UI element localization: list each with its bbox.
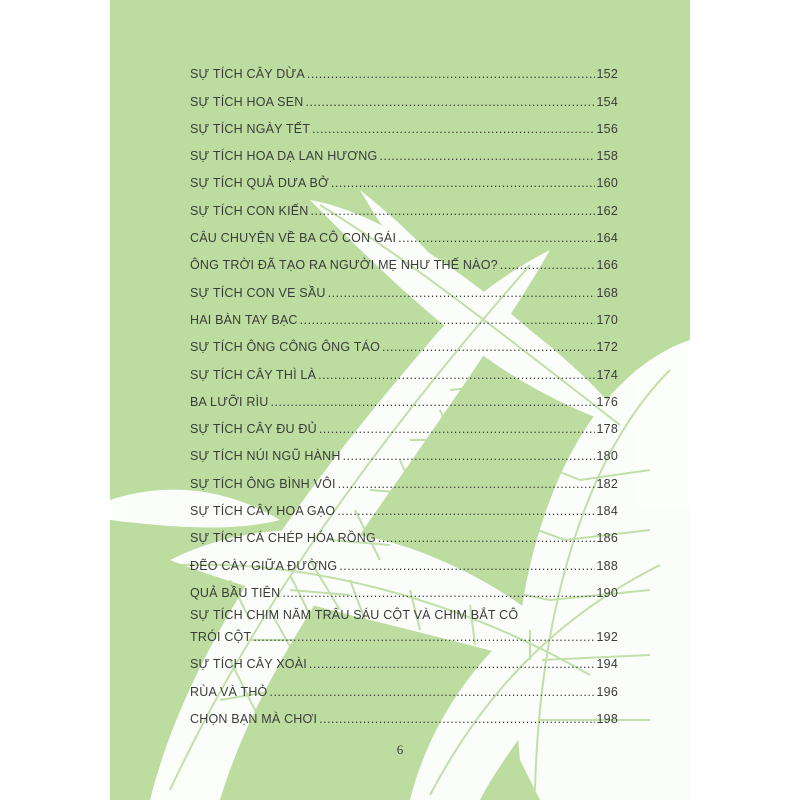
toc-entry-page-number: 190 bbox=[596, 585, 618, 600]
toc-entry-title-line1: SỰ TÍCH CHIM NĂM TRÂU SÁU CỘT VÀ CHIM BẮT CÔ bbox=[190, 607, 519, 622]
toc-dot-leader bbox=[343, 449, 595, 463]
toc-dot-leader bbox=[319, 712, 594, 726]
toc-entry-title: SỰ TÍCH CÂY XOÀI bbox=[190, 657, 307, 672]
toc-entry-page-number: 180 bbox=[596, 449, 618, 464]
toc-entry-page-number: 182 bbox=[596, 476, 618, 491]
toc-entry bbox=[190, 306, 618, 333]
toc-dot-leader bbox=[307, 67, 595, 81]
toc-dot-leader bbox=[312, 122, 594, 136]
toc-entry-page-number: 170 bbox=[596, 312, 618, 327]
toc-entry-page-number: 154 bbox=[596, 94, 618, 109]
book-page bbox=[110, 0, 690, 800]
toc-entry bbox=[190, 415, 618, 442]
toc-entry-page-number: 176 bbox=[596, 394, 618, 409]
toc-entry-title: ÔNG TRỜI ĐÃ TẠO RA NGƯỜI MẸ NHƯ THẾ NÀO? bbox=[190, 258, 498, 273]
toc-entry-title: SỰ TÍCH CÁ CHÉP HÓA RỒNG bbox=[190, 531, 376, 546]
toc-entry-page-number: 162 bbox=[596, 203, 618, 218]
toc-entry-title: ĐẼO CÀY GIỮA ĐƯỜNG bbox=[190, 558, 338, 573]
toc-dot-leader bbox=[305, 95, 594, 109]
toc-entry-title: SỰ TÍCH ÔNG BÌNH VÔI bbox=[190, 476, 336, 491]
toc-entry-title: HAI BÀN TAY BẠC bbox=[190, 312, 298, 327]
toc-entry-title: SỰ TÍCH CÂY DỪA bbox=[190, 67, 305, 82]
toc-dot-leader bbox=[379, 149, 594, 163]
toc-entry bbox=[190, 142, 618, 169]
toc-entry bbox=[190, 650, 618, 677]
toc-dot-leader bbox=[282, 586, 594, 600]
toc-dot-leader bbox=[270, 395, 594, 409]
toc-entry-title: SỰ TÍCH HOA SEN bbox=[190, 94, 304, 109]
toc-entry-title: BA LƯỠI RÌU bbox=[190, 394, 269, 409]
toc-entry-title: SỰ TÍCH NÚI NGŨ HÀNH bbox=[190, 449, 341, 464]
toc-dot-leader bbox=[331, 176, 595, 190]
toc-entry-page-number: 158 bbox=[596, 149, 618, 164]
toc-entry-title: TRÓI CỘT bbox=[190, 629, 252, 644]
toc-entry-title: SỰ TÍCH NGÀY TẾT bbox=[190, 121, 311, 136]
toc-entry bbox=[190, 196, 618, 223]
toc-entry-title: SỰ TÍCH ÔNG CÔNG ÔNG TÁO bbox=[190, 340, 381, 355]
toc-entry bbox=[190, 224, 618, 251]
toc-entry-title: SỰ TÍCH HOA DẠ LAN HƯƠNG bbox=[190, 149, 378, 164]
toc-entry-title: SỰ TÍCH CÂY HOA GẠO bbox=[190, 504, 336, 519]
toc-dot-leader bbox=[339, 559, 594, 573]
toc-dot-leader bbox=[337, 504, 594, 518]
toc-entry bbox=[190, 60, 618, 87]
toc-entry bbox=[190, 333, 618, 360]
toc-entry bbox=[190, 115, 618, 142]
toc-entry-title: SỰ TÍCH CÂY THÌ LÀ bbox=[190, 367, 317, 382]
toc-entry-page-number: 168 bbox=[596, 285, 618, 300]
toc-entry-page-number: 192 bbox=[596, 629, 618, 644]
toc-entry bbox=[190, 606, 618, 650]
toc-entry-page-number: 186 bbox=[596, 531, 618, 546]
toc-entry bbox=[190, 87, 618, 114]
toc-entry bbox=[190, 497, 618, 524]
toc-entry-page-number: 196 bbox=[596, 684, 618, 699]
toc-entry-page-number: 194 bbox=[596, 657, 618, 672]
toc-entry bbox=[190, 278, 618, 305]
toc-dot-leader bbox=[328, 286, 595, 300]
toc-dot-leader bbox=[311, 204, 595, 218]
toc-dot-leader bbox=[309, 657, 595, 671]
toc-dot-leader bbox=[319, 422, 595, 436]
toc-entry-page-number: 184 bbox=[596, 504, 618, 519]
toc-entry bbox=[190, 677, 618, 704]
toc-entry bbox=[190, 551, 618, 578]
toc-entry-page-number: 198 bbox=[596, 711, 618, 726]
toc-entry-page-number: 166 bbox=[596, 258, 618, 273]
toc-entry bbox=[190, 705, 618, 732]
toc-entry-title: CHỌN BẠN MÀ CHƠI bbox=[190, 711, 318, 726]
toc-entry-title: SỰ TÍCH CÂY ĐU ĐỦ bbox=[190, 422, 317, 437]
toc-entry-title: SỰ TÍCH CON VE SẦU bbox=[190, 285, 326, 300]
toc-dot-leader bbox=[318, 368, 594, 382]
toc-entry bbox=[190, 469, 618, 496]
toc-dot-leader bbox=[300, 313, 595, 327]
toc-entry-title: CÂU CHUYỆN VỀ BA CÔ CON GÁI bbox=[190, 231, 397, 246]
toc-entry bbox=[190, 251, 618, 278]
toc-entry bbox=[190, 524, 618, 551]
toc-entry-page-number: 172 bbox=[596, 340, 618, 355]
toc-entry bbox=[190, 579, 618, 606]
toc-entry-page-number: 156 bbox=[596, 121, 618, 136]
toc-entry-page-number: 174 bbox=[596, 367, 618, 382]
table-of-contents bbox=[190, 60, 618, 732]
toc-dot-leader bbox=[269, 685, 594, 699]
toc-entry-page-number: 164 bbox=[596, 231, 618, 246]
page-number: 6 bbox=[396, 742, 404, 757]
toc-entry-title: SỰ TÍCH CON KIẾN bbox=[190, 203, 309, 218]
toc-entry-page-number: 152 bbox=[596, 67, 618, 82]
toc-entry bbox=[190, 388, 618, 415]
toc-dot-leader bbox=[338, 477, 595, 491]
toc-dot-leader bbox=[378, 531, 595, 545]
toc-dot-leader bbox=[500, 258, 595, 272]
toc-dot-leader bbox=[253, 630, 594, 644]
toc-entry-title: QUẢ BẦU TIÊN bbox=[190, 585, 281, 600]
toc-entry-page-number: 178 bbox=[596, 422, 618, 437]
toc-entry bbox=[190, 442, 618, 469]
toc-entry bbox=[190, 169, 618, 196]
toc-entry-title: RÙA VÀ THỎ bbox=[190, 684, 268, 699]
toc-entry-title: SỰ TÍCH QUẢ DƯA BỞ bbox=[190, 176, 329, 191]
toc-dot-leader bbox=[398, 231, 594, 245]
toc-entry-page-number: 160 bbox=[596, 176, 618, 191]
toc-entry-page-number: 188 bbox=[596, 558, 618, 573]
toc-entry bbox=[190, 360, 618, 387]
toc-dot-leader bbox=[382, 340, 595, 354]
